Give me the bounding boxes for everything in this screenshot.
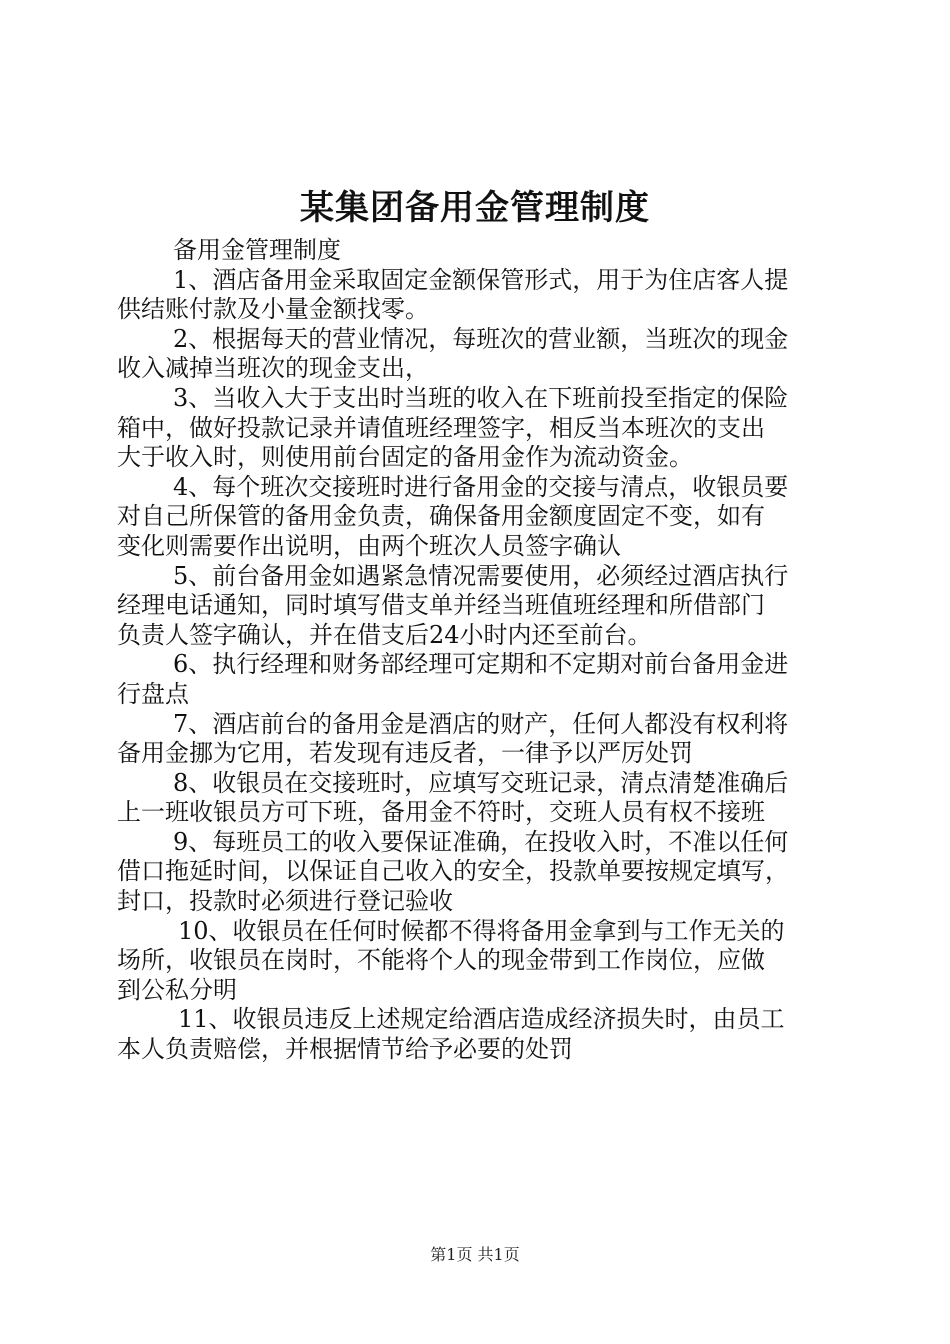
paragraph-line: 8、收银员在交接班时，应填写交班记录，清点清楚准确后 bbox=[173, 768, 789, 797]
paragraph-line: 场所，收银员在岗时，不能将个人的现金带到工作岗位，应做 bbox=[117, 946, 765, 975]
paragraph-line: 变化则需要作出说明，由两个班次人员签字确认 bbox=[117, 531, 621, 560]
document-body bbox=[117, 236, 837, 1065]
paragraph-line: 封口，投款时必须进行登记验收 bbox=[117, 887, 453, 916]
paragraph-line: 3、当收入大于支出时当班的收入在下班前投至指定的保险 bbox=[173, 383, 789, 412]
paragraph-line: 7、酒店前台的备用金是酒店的财产，任何人都没有权利将 bbox=[173, 709, 789, 738]
paragraph-line: 行盘点 bbox=[117, 679, 189, 708]
paragraph-line: 上一班收银员方可下班，备用金不符时，交班人员有权不接班 bbox=[117, 798, 765, 827]
paragraph-line: 4、每个班次交接班时进行备用金的交接与清点，收银员要 bbox=[173, 472, 789, 501]
paragraph-line: 9、每班员工的收入要保证准确，在投收入时，不准以任何 bbox=[173, 827, 789, 856]
paragraph-line: 箱中，做好投款记录并请值班经理签字，相反当本班次的支出 bbox=[117, 413, 765, 442]
paragraph-line: 借口拖延时间，以保证自己收入的安全，投款单要按规定填写， bbox=[117, 857, 789, 886]
paragraph-line: 对自己所保管的备用金负责，确保备用金额度固定不变，如有 bbox=[117, 502, 765, 531]
paragraph-line: 10、收银员在任何时候都不得将备用金拿到与工作无关的 bbox=[178, 916, 785, 945]
paragraph-line: 本人负责赔偿，并根据情节给予必要的处罚 bbox=[117, 1035, 573, 1064]
paragraph-line: 到公私分明 bbox=[117, 975, 237, 1004]
paragraph-line: 备用金挪为它用，若发现有违反者，一律予以严厉处罚 bbox=[117, 739, 693, 768]
paragraph-line: 2、根据每天的营业情况，每班次的营业额，当班次的现金 bbox=[173, 324, 789, 353]
paragraph-line: 经理电话通知，同时填写借支单并经当班值班经理和所借部门 bbox=[117, 591, 765, 620]
paragraph-line: 1、酒店备用金采取固定金额保管形式，用于为住店客人提 bbox=[173, 265, 789, 294]
paragraph-line: 供结账付款及小量金额找零。 bbox=[117, 295, 429, 324]
paragraph-line: 5、前台备用金如遇紧急情况需要使用，必须经过酒店执行 bbox=[173, 561, 789, 590]
document-subtitle: 备用金管理制度 bbox=[173, 236, 341, 264]
paragraph-line: 11、收银员违反上述规定给酒店造成经济损失时，由员工 bbox=[178, 1005, 785, 1034]
paragraph-line: 负责人签字确认，并在借支后24小时内还至前台。 bbox=[117, 620, 652, 649]
page-number-footer: 第1页 共1页 bbox=[430, 1245, 520, 1264]
paragraph-line: 6、执行经理和财务部经理可定期和不定期对前台备用金进 bbox=[173, 650, 789, 679]
paragraph-line: 收入减掉当班次的现金支出， bbox=[117, 354, 429, 383]
document-title: 某集团备用金管理制度 bbox=[300, 188, 650, 228]
paragraph-line: 大于收入时，则使用前台固定的备用金作为流动资金。 bbox=[117, 443, 693, 472]
